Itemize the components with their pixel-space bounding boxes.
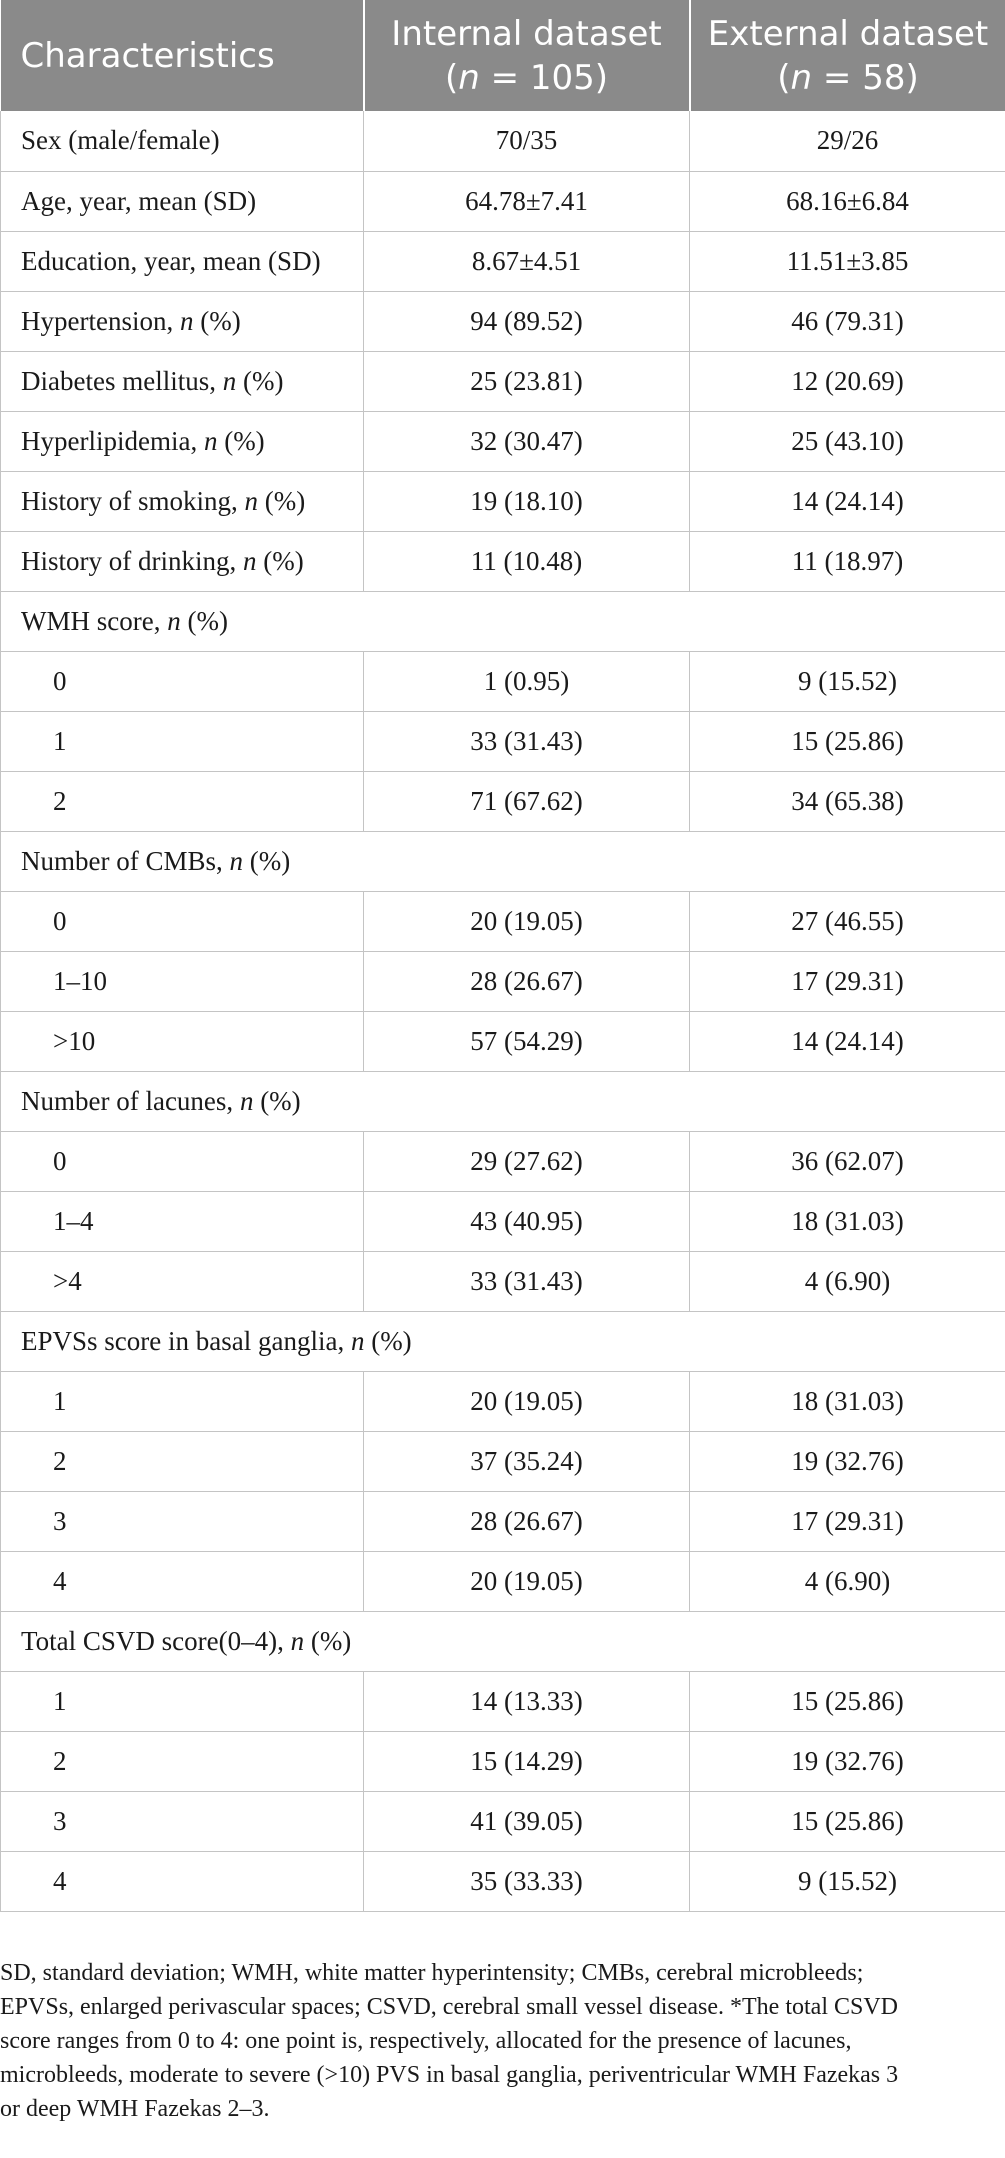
external-value: 14 (24.14) xyxy=(690,471,1005,531)
row-label xyxy=(1,1131,364,1191)
internal-value: 28 (26.67) xyxy=(364,951,690,1011)
section-row xyxy=(1,1071,1005,1131)
internal-value: 43 (40.95) xyxy=(364,1191,690,1251)
external-value: 14 (24.14) xyxy=(690,1011,1005,1071)
row-label-text: 4 xyxy=(53,1865,67,1896)
external-value: 9 (15.52) xyxy=(690,651,1005,711)
row-label-text: 1 xyxy=(53,1685,67,1716)
subcategory-row xyxy=(1,711,1005,771)
internal-value: 33 (31.43) xyxy=(364,1251,690,1311)
row-label-italic: n xyxy=(203,425,218,456)
row-label-text: 3 xyxy=(53,1505,67,1536)
row-label-text: >4 xyxy=(53,1265,82,1296)
row-label xyxy=(1,951,364,1011)
row-label xyxy=(1,1791,364,1851)
external-value: 9 (15.52) xyxy=(690,1851,1005,1911)
row-label-text: 1–4 xyxy=(53,1205,94,1236)
external-value: 34 (65.38) xyxy=(690,771,1005,831)
row-label-italic: n xyxy=(222,365,237,396)
row-label-suffix: (%) xyxy=(217,425,265,456)
external-value: 18 (31.03) xyxy=(690,1371,1005,1431)
row-label-text: Sex (male/female) xyxy=(21,125,220,156)
internal-value: 20 (19.05) xyxy=(364,891,690,951)
header-internal-dataset xyxy=(364,0,690,111)
row-label-text: 0 xyxy=(53,665,67,696)
external-value: 11 (18.97) xyxy=(690,531,1005,591)
internal-value: 25 (23.81) xyxy=(364,351,690,411)
row-label xyxy=(1,771,364,831)
row-label-text: 1–10 xyxy=(53,965,107,996)
table-row xyxy=(1,531,1005,591)
header-internal-n-prefix: ( xyxy=(444,57,459,98)
subcategory-row xyxy=(1,1431,1005,1491)
subcategory-row xyxy=(1,1011,1005,1071)
section-label-text: Number of lacunes, xyxy=(21,1085,240,1116)
external-value: 68.16±6.84 xyxy=(690,171,1005,231)
external-value: 15 (25.86) xyxy=(690,711,1005,771)
subcategory-row xyxy=(1,1251,1005,1311)
row-label xyxy=(1,531,364,591)
section-row xyxy=(1,1611,1005,1671)
row-label xyxy=(1,351,364,411)
external-value: 36 (62.07) xyxy=(690,1131,1005,1191)
row-label-text: Education, year, mean (SD) xyxy=(21,245,321,276)
row-label xyxy=(1,1551,364,1611)
row-label xyxy=(1,1851,364,1911)
header-external-n-italic: n xyxy=(790,57,813,98)
row-label-text: 1 xyxy=(53,1385,67,1416)
header-external-n-prefix: ( xyxy=(777,57,791,98)
section-label-italic: n xyxy=(229,845,243,876)
row-label-text: >10 xyxy=(53,1025,96,1056)
header-row xyxy=(1,0,1005,111)
row-label-text: 2 xyxy=(53,1745,67,1776)
table-row xyxy=(1,291,1005,351)
table-row xyxy=(1,411,1005,471)
section-label-suffix: (%) xyxy=(253,1085,301,1116)
section-label-suffix: (%) xyxy=(304,1625,352,1656)
row-label xyxy=(1,711,364,771)
internal-value: 8.67±4.51 xyxy=(364,231,690,291)
external-value: 18 (31.03) xyxy=(690,1191,1005,1251)
section-label-text: EPVSs score in basal ganglia, xyxy=(21,1325,351,1356)
section-label xyxy=(1,591,1005,651)
internal-value: 1 (0.95) xyxy=(364,651,690,711)
subcategory-row xyxy=(1,771,1005,831)
row-label-text: 3 xyxy=(53,1805,67,1836)
subcategory-row xyxy=(1,1371,1005,1431)
internal-value: 14 (13.33) xyxy=(364,1671,690,1731)
subcategory-row xyxy=(1,891,1005,951)
internal-value: 70/35 xyxy=(364,111,690,171)
table-row xyxy=(1,351,1005,411)
external-value: 17 (29.31) xyxy=(690,951,1005,1011)
header-external-title: External dataset xyxy=(707,13,989,54)
external-value: 17 (29.31) xyxy=(690,1491,1005,1551)
subcategory-row xyxy=(1,1671,1005,1731)
section-label xyxy=(1,831,1005,891)
row-label xyxy=(1,1011,364,1071)
footnote-line: SD, standard deviation; WMH, white matter hyperintensity; CMBs, cerebral microbleeds; xyxy=(0,1960,864,1986)
row-label-text: Diabetes mellitus, xyxy=(21,365,223,396)
section-label-suffix: (%) xyxy=(364,1325,412,1356)
table-footnote xyxy=(0,1956,1000,2126)
internal-value: 20 (19.05) xyxy=(364,1551,690,1611)
row-label xyxy=(1,1191,364,1251)
table-body xyxy=(1,111,1005,1911)
external-value: 46 (79.31) xyxy=(690,291,1005,351)
row-label xyxy=(1,891,364,951)
subcategory-row xyxy=(1,651,1005,711)
row-label xyxy=(1,111,364,171)
row-label-text: 2 xyxy=(53,785,67,816)
row-label xyxy=(1,291,364,351)
section-label xyxy=(1,1071,1005,1131)
footnote-line: or deep WMH Fazekas 2–3. xyxy=(0,2096,270,2122)
internal-value: 20 (19.05) xyxy=(364,1371,690,1431)
row-label-text: 0 xyxy=(53,905,67,936)
external-value: 4 (6.90) xyxy=(690,1551,1005,1611)
row-label-text: 1 xyxy=(53,725,67,756)
internal-value: 32 (30.47) xyxy=(364,411,690,471)
subcategory-row xyxy=(1,1191,1005,1251)
row-label-text: History of drinking, xyxy=(21,545,243,576)
row-label-suffix: (%) xyxy=(258,485,306,516)
row-label xyxy=(1,1491,364,1551)
external-value: 11.51±3.85 xyxy=(690,231,1005,291)
internal-value: 35 (33.33) xyxy=(364,1851,690,1911)
section-label-text: Number of CMBs, xyxy=(21,845,230,876)
internal-value: 28 (26.67) xyxy=(364,1491,690,1551)
row-label xyxy=(1,171,364,231)
section-label-italic: n xyxy=(167,605,181,636)
row-label-italic: n xyxy=(244,485,259,516)
header-internal-n-italic: n xyxy=(458,57,480,98)
row-label-text: 4 xyxy=(53,1565,67,1596)
subcategory-row xyxy=(1,1131,1005,1191)
subcategory-row xyxy=(1,1551,1005,1611)
row-label-italic: n xyxy=(179,305,194,336)
section-label-italic: n xyxy=(239,1085,254,1116)
header-internal-title: Internal dataset xyxy=(391,13,662,54)
row-label-suffix: (%) xyxy=(256,545,304,576)
row-label-text: Hypertension, xyxy=(21,305,180,336)
internal-value: 11 (10.48) xyxy=(364,531,690,591)
row-label xyxy=(1,411,364,471)
row-label-suffix: (%) xyxy=(193,305,241,336)
row-label-italic: n xyxy=(243,545,257,576)
row-label-text: 2 xyxy=(53,1445,67,1476)
footnote-line: score ranges from 0 to 4: one point is, respectively, allocated for the presence of lacunes, xyxy=(0,2028,852,2054)
row-label xyxy=(1,1251,364,1311)
internal-value: 15 (14.29) xyxy=(364,1731,690,1791)
header-external-n-suffix: = 58) xyxy=(812,57,919,98)
section-label-italic: n xyxy=(290,1625,305,1656)
external-value: 19 (32.76) xyxy=(690,1731,1005,1791)
row-label xyxy=(1,1431,364,1491)
row-label xyxy=(1,1731,364,1791)
section-label-text: WMH score, xyxy=(21,605,168,636)
external-value: 25 (43.10) xyxy=(690,411,1005,471)
header-internal-n-suffix: = 105) xyxy=(479,57,609,98)
row-label xyxy=(1,651,364,711)
row-label xyxy=(1,231,364,291)
internal-value: 71 (67.62) xyxy=(364,771,690,831)
internal-value: 33 (31.43) xyxy=(364,711,690,771)
footnote-line: microbleeds, moderate to severe (>10) PVS in basal ganglia, periventricular WMH Fazekas 3 xyxy=(0,2062,899,2088)
table-row xyxy=(1,471,1005,531)
subcategory-row xyxy=(1,1491,1005,1551)
section-label-text: Total CSVD score(0–4), xyxy=(21,1625,291,1656)
section-row xyxy=(1,831,1005,891)
internal-value: 41 (39.05) xyxy=(364,1791,690,1851)
row-label xyxy=(1,471,364,531)
internal-value: 37 (35.24) xyxy=(364,1431,690,1491)
header-external-dataset xyxy=(690,0,1005,111)
section-label-suffix: (%) xyxy=(243,845,291,876)
row-label xyxy=(1,1671,364,1731)
footnote-line: EPVSs, enlarged perivascular spaces; CSVD, cerebral small vessel disease. *The total CSVD xyxy=(0,1994,899,2020)
row-label xyxy=(1,1371,364,1431)
row-label-text: Hyperlipidemia, xyxy=(21,425,204,456)
external-value: 27 (46.55) xyxy=(690,891,1005,951)
table-row xyxy=(1,111,1005,171)
external-value: 15 (25.86) xyxy=(690,1791,1005,1851)
internal-value: 57 (54.29) xyxy=(364,1011,690,1071)
subcategory-row xyxy=(1,1851,1005,1911)
header-characteristics: Characteristics xyxy=(1,0,364,111)
external-value: 12 (20.69) xyxy=(690,351,1005,411)
section-label xyxy=(1,1311,1005,1371)
section-label xyxy=(1,1611,1005,1671)
table-row xyxy=(1,171,1005,231)
subcategory-row xyxy=(1,951,1005,1011)
external-value: 19 (32.76) xyxy=(690,1431,1005,1491)
internal-value: 94 (89.52) xyxy=(364,291,690,351)
row-label-text: 0 xyxy=(53,1145,67,1176)
section-row xyxy=(1,1311,1005,1371)
internal-value: 64.78±7.41 xyxy=(364,171,690,231)
section-label-italic: n xyxy=(350,1325,365,1356)
section-row xyxy=(1,591,1005,651)
external-value: 4 (6.90) xyxy=(690,1251,1005,1311)
subcategory-row xyxy=(1,1731,1005,1791)
row-label-text: Age, year, mean (SD) xyxy=(21,185,257,216)
row-label-text: History of smoking, xyxy=(21,485,245,516)
subcategory-row xyxy=(1,1791,1005,1851)
section-label-suffix: (%) xyxy=(180,605,228,636)
internal-value: 19 (18.10) xyxy=(364,471,690,531)
external-value: 29/26 xyxy=(690,111,1005,171)
table-row xyxy=(1,231,1005,291)
row-label-suffix: (%) xyxy=(236,365,284,396)
table-header xyxy=(1,0,1005,111)
external-value: 15 (25.86) xyxy=(690,1671,1005,1731)
internal-value: 29 (27.62) xyxy=(364,1131,690,1191)
